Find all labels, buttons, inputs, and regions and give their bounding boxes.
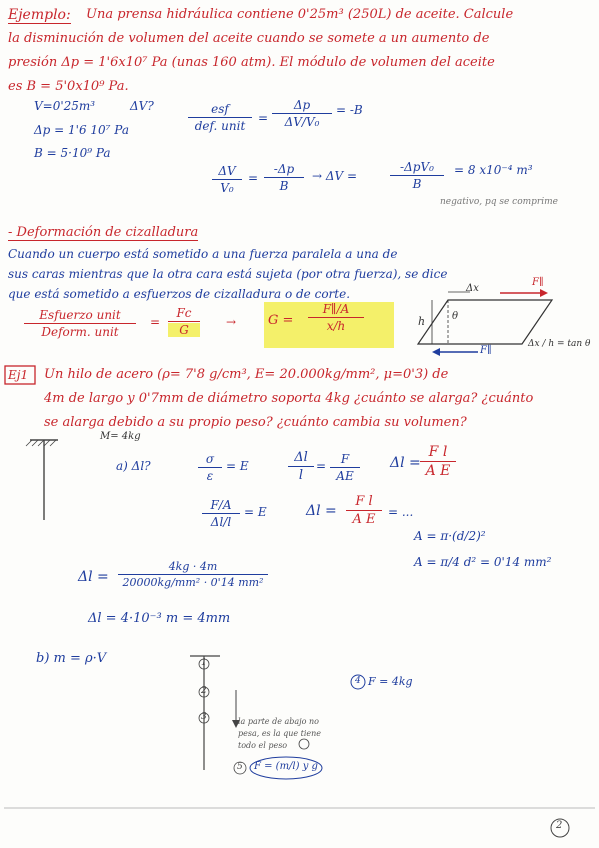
fraction-fl-ae-2: F l A E bbox=[346, 494, 382, 527]
arrow-to-g: → bbox=[226, 315, 237, 329]
calc-lhs: Δl = bbox=[78, 569, 109, 585]
shear-modulus-lhs: G = bbox=[268, 313, 294, 328]
fraction-calc: 4kg · 4m 20000kg/mm² · 0'14 mm² bbox=[118, 560, 268, 589]
force-4kg: F = 4kg bbox=[368, 675, 413, 688]
dl-lhs: Δl = bbox=[390, 455, 421, 471]
label-theta: θ bbox=[452, 311, 459, 322]
mass-label: M= 4kg bbox=[100, 431, 141, 442]
equals-minus-b: = -B bbox=[336, 103, 363, 117]
example-line-3: presión Δp = 1'6x10⁷ Pa (unas 160 atm). El módulo de volumen del aceite bbox=[8, 55, 495, 70]
exercise-line-1: Un hilo de acero (ρ= 7'8 g/cm³, E= 20.000kg/mm², μ=0'3) de bbox=[44, 367, 449, 382]
notes-page: Ejemplo: Una prensa hidráulica contiene 0'25m³ (250L) de aceite. Calcule la disminución de volumen del aceite cuando se somete a un aumento de presión Δp = 1'6x10⁷ Pa (unas 160 atm). El módulo de volumen del aceite es B = 5'0x10⁹ Pa. V=0'25m³ ΔV? Δp = 1'6 10⁷ Pa B = 5·10⁹ Pa esf def. unit = Δp ΔV/V₀ = -B ΔV V₀ = -Δp B → ΔV = -ΔpV₀ B = 8 x10⁻⁴ m³ negativo, pq se comprime - Deformación de cizalladura Cuando un cuerpo está sometido a una fuerza paralela a una de sus caras mientras que la otra cara está sujeta (por otra fuerza), se dice que está sometido a esfuerzos de cizalladura o de corte. Esfuerzo unit Deform. unit = Fc G → G = F∥/A x/h Δx h θ F∥ F∥ Δx / h = tan θ Ej1 Un hilo de acero (ρ= 7'8 g/cm³, E= 20.000kg/mm², μ=0'3) de 4m de largo y 0'7mm de diámetro soporta 4kg ¿cuánto se alarga? ¿cuánto se alarga debido a su propio peso? ¿cuánto cambia su volumen? M= 4kg a) Δl? σ ε = E Δl l = F AE Δl = F l A E F/A Δl/l = E Δl = F l A E = ... A = π·(d/2)² A = π/4 d² = 0'14 mm² Δl = 4kg · 4m 20000kg/mm² · 0'14 mm² Δl = 4·10⁻³ m = 4mm b) m = ρ·V F = 4kg 1 2 3 4 5 la parte de abajo no pesa, es la que tiene todo el peso F = (m/l) y g 2 bbox=[0, 0, 599, 848]
given-delta-v: ΔV? bbox=[130, 99, 154, 113]
calc-result: Δl = 4·10⁻³ m = 4mm bbox=[88, 611, 231, 626]
area-formula: A = π·(d/2)² bbox=[414, 529, 486, 543]
label-force-bottom: F∥ bbox=[480, 345, 492, 356]
given-volume: V=0'25m³ bbox=[34, 99, 96, 113]
fraction-g: Fc G bbox=[168, 306, 200, 337]
label-h: h bbox=[418, 315, 426, 328]
fraction-dl-l: Δl l bbox=[288, 450, 314, 483]
exercise-tag: Ej1 bbox=[8, 368, 29, 382]
shear-heading: - Deformación de cizalladura bbox=[8, 225, 199, 240]
area-value: A = π/4 d² = 0'14 mm² bbox=[414, 555, 552, 569]
example-line-4: es B = 5'0x10⁹ Pa. bbox=[8, 79, 129, 94]
exercise-line-3: se alarga debido a su propio peso? ¿cuánto cambia su volumen? bbox=[44, 415, 467, 430]
example-line-1: Una prensa hidráulica contiene 0'25m³ (250L) de aceite. Calcule bbox=[86, 7, 514, 22]
shear-line-1: Cuando un cuerpo está sometido a una fuerza paralela a una de bbox=[8, 247, 398, 261]
fraction-minus-dp-b: -Δp B bbox=[264, 162, 304, 193]
note-line-2: pesa, es la que tiene bbox=[238, 729, 322, 738]
fraction-numerator: esf bbox=[211, 102, 229, 116]
note-line-1: la parte de abajo no bbox=[238, 717, 319, 726]
fraction-sigma-epsilon: σ ε bbox=[198, 452, 222, 483]
example-title: Ejemplo: bbox=[8, 7, 71, 23]
partial-weight-formula: F = (m/l) y g bbox=[254, 761, 318, 772]
part-a-label: a) Δl? bbox=[116, 459, 151, 473]
fraction-fa-strain: F/A Δl/l bbox=[202, 498, 240, 529]
fraction-unit-stress-strain: Esfuerzo unit Deform. unit bbox=[24, 308, 136, 339]
fraction-dp-over-strain: Δp ΔV/V₀ bbox=[272, 98, 332, 129]
arrow-delta-v: → ΔV = bbox=[312, 169, 358, 183]
note-negative: negativo, pq se comprime bbox=[440, 197, 558, 207]
label-delta-x: Δx bbox=[466, 283, 479, 294]
fraction-shear-modulus: F∥/A x/h bbox=[308, 302, 364, 333]
fraction-dpv0-b: -ΔpV₀ B bbox=[390, 160, 444, 191]
shear-line-3: que está sometido a esfuerzos de cizalladura o de corte. bbox=[8, 287, 351, 301]
fraction-dv-v0: ΔV V₀ bbox=[212, 164, 242, 195]
label-force-top: F∥ bbox=[532, 277, 544, 288]
exercise-line-2: 4m de largo y 0'7mm de diámetro soporta 4kg ¿cuánto se alarga? ¿cuánto bbox=[44, 391, 534, 406]
given-bulk-modulus: B = 5·10⁹ Pa bbox=[34, 146, 111, 160]
dl-lhs-2: Δl = bbox=[306, 503, 337, 519]
fraction-fl-ae: F l A E bbox=[420, 444, 456, 479]
given-delta-p: Δp = 1'6 10⁷ Pa bbox=[34, 123, 129, 137]
part-b-label: b) m = ρ·V bbox=[36, 651, 107, 666]
label-tan-theta: Δx / h = tan θ bbox=[528, 339, 591, 349]
example-line-2: la disminución de volumen del aceite cuando se somete a un aumento de bbox=[8, 31, 490, 46]
fraction-denominator: def. unit bbox=[194, 119, 246, 133]
shear-line-2: sus caras mientras que la otra cara está sujeta (por otra fuerza), se dice bbox=[8, 267, 448, 281]
note-line-3: todo el peso bbox=[238, 741, 288, 750]
result-delta-v: = 8 x10⁻⁴ m³ bbox=[454, 163, 533, 177]
page-number: 2 bbox=[556, 820, 563, 831]
fraction-f-ae: F AE bbox=[330, 452, 360, 483]
